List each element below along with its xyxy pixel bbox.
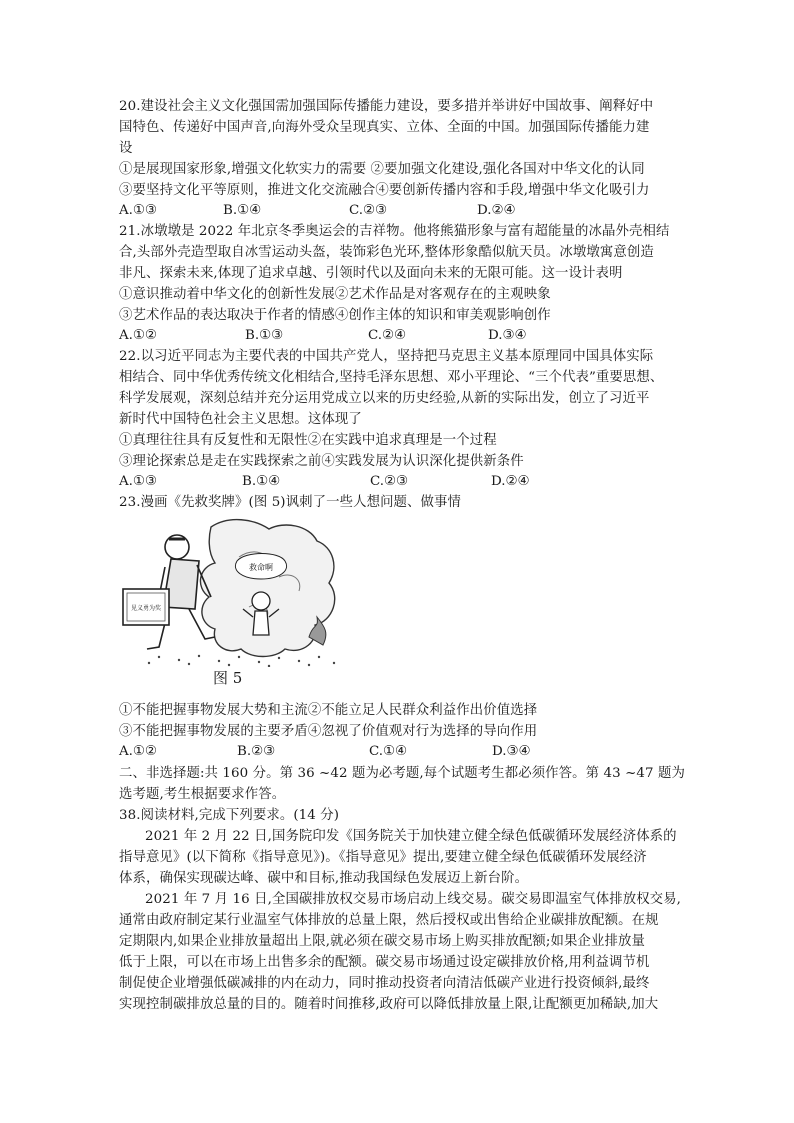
q22-stem-line-1: 22.以习近平同志为主要代表的中国共产党人，坚持把马克思主义基本原理同中国具体实际 — [119, 349, 654, 364]
q21-statement-line-2: ③艺术作品的表达取决于作者的情感④创作主体的知识和审美观影响创作 — [119, 308, 551, 323]
q21-option-c[interactable]: C.②④ — [368, 328, 407, 343]
q21-stem-line-1: 21.冰墩墩是 2022 年北京冬季奥运会的吉祥物。他将熊猫形象与富有超能量的冰晶外壳相结 — [119, 224, 670, 239]
q23-statement-line-2: ③不能把握事物发展的主要矛盾④忽视了价值观对行为选择的导向作用 — [119, 724, 538, 739]
help-sign-text: 救命啊 — [249, 563, 273, 572]
q22-option-a[interactable]: A.①③ — [119, 474, 157, 489]
q20-option-d[interactable]: D.②④ — [477, 203, 516, 218]
q21-option-d[interactable]: D.③④ — [488, 328, 527, 343]
help-sign — [235, 554, 286, 580]
q21-stem-line-3: 非凡、探索未来,体现了追求卓越、引领时代以及面向未来的无限可能。这一设计表明 — [119, 266, 623, 281]
q22-option-d[interactable]: D.②④ — [491, 474, 530, 489]
q20-stem-line-2: 国特色、传递好中国声音,向海外受众呈现真实、立体、全面的中国。加强国际传播能力建 — [119, 120, 650, 135]
q22-statement-line-1: ①真理往往具有反复性和无限性②在实践中追求真理是一个过程 — [119, 433, 497, 448]
q20-option-a[interactable]: A.①③ — [119, 203, 157, 218]
section2-line-2: 选考题,考生根据要求作答。 — [119, 787, 286, 802]
q22-stem-line-2: 相结合、同中华优秀传统文化相结合,坚持毛泽东思想、邓小平理论、“三个代表”重要思想、 — [119, 370, 664, 385]
q23-option-a[interactable]: A.①② — [119, 744, 157, 759]
q38-para1-line-2: 指导意见》(以下简称《指导意见》)。《指导意见》提出,要建立健全绿色低碳循环发展经济 — [119, 850, 647, 865]
q23-stem-line-1: 23.漫画《先救奖牌》(图 5)讽刺了一些人想问题、做事情 — [119, 495, 462, 510]
figure-caption: 图 5 — [213, 669, 243, 687]
q21-statement-line-1: ①意识推动着中华文化的创新性发展②艺术作品是对客观存在的主观映象 — [119, 287, 551, 302]
q22-statement-line-2: ③理论探索总是走在实践探索之前④实践发展为认识深化提供新条件 — [119, 454, 524, 469]
q21-stem-line-2: 合,头部外壳造型取自冰雪运动头盔，装饰彩色光环,整体形象酷似航天员。冰墩墩寓意创造 — [119, 245, 654, 260]
q22-stem-line-3: 科学发展观，深刻总结并充分运用党成立以来的历史经验,从新的实际出发，创立了习近平 — [119, 391, 650, 406]
q20-stem-line-1: 20.建设社会主义文化强国需加强国际传播能力建设，要多措并举讲好中国故事、阐释好中 — [119, 99, 654, 114]
q21-option-a[interactable]: A.①② — [119, 328, 157, 343]
q38-para2-line-3: 定期限内,如果企业排放量超出上限,就必须在碳交易市场上购买排放配额;如果企业排放量 — [119, 934, 645, 949]
q20-statement-line-1: ①是展现国家形象,增强文化软实力的需要 ②要加强文化建设,强化各国对中华文化的认同 — [119, 162, 645, 177]
q23-option-b[interactable]: B.②③ — [237, 744, 276, 759]
q22-option-b[interactable]: B.①④ — [242, 474, 281, 489]
q20-stem-line-3: 设 — [119, 141, 133, 156]
q23-statement-line-1: ①不能把握事物发展大势和主流②不能立足人民群众利益作出价值选择 — [119, 703, 538, 718]
q21-option-b[interactable]: B.①③ — [245, 328, 284, 343]
award-board — [123, 589, 169, 625]
q23-option-d[interactable]: D.③④ — [492, 744, 531, 759]
q22-stem-line-4: 新时代中国特色社会主义思想。这体现了 — [119, 412, 362, 427]
q22-option-c[interactable]: C.②③ — [370, 474, 409, 489]
section2-line-1: 二、非选择题:共 160 分。第 36 ~42 题为必考题,每个试题考生都必须作答。第 43 ~47 题为 — [119, 766, 685, 781]
q38-title: 38.阅读材料,完成下列要求。(14 分) — [119, 808, 340, 823]
q38-para2-line-6: 实现控制碳排放总量的目的。随着时间推移,政府可以降低排放量上限,让配额更加稀缺,加大 — [119, 997, 659, 1012]
q20-option-b[interactable]: B.①④ — [223, 203, 262, 218]
q38-para2-line-1: 2021 年 7 月 16 日,全国碳排放权交易市场启动上线交易。碳交易即温室气体排放权交易, — [145, 892, 682, 907]
q23-option-c[interactable]: C.①④ — [369, 744, 408, 759]
q38-para1-line-3: 体系，确保实现碳达峰、碳中和目标,推动我国绿色发展迈上新台阶。 — [119, 871, 529, 886]
q38-para2-line-4: 低于上限，可以在市场上出售多余的配额。碳交易市场通过设定碳排放价格,用利益调节机 — [119, 955, 650, 970]
q20-statement-line-2: ③要坚持文化平等原则，推进文化交流融合④要创新传播内容和手段,增强中华文化吸引力 — [119, 183, 650, 198]
cartoon-figure — [119, 517, 349, 667]
q38-para2-line-5: 制促使企业增强低碳减排的内在动力，同时推动投资者向清洁低碳产业进行投资倾斜,最终 — [119, 976, 650, 991]
q38-para1-line-1: 2021 年 2 月 22 日,国务院印发《国务院关于加快建立健全绿色低碳循环发展经济体系的 — [145, 829, 677, 844]
award-board-text: 见义勇为奖 — [130, 605, 162, 612]
q38-para2-line-2: 通常由政府制定某行业温室气体排放的总量上限，然后授权或出售给企业碳排放配额。在规 — [119, 913, 659, 928]
ground-dots — [148, 655, 335, 667]
q20-option-c[interactable]: C.②③ — [349, 203, 388, 218]
